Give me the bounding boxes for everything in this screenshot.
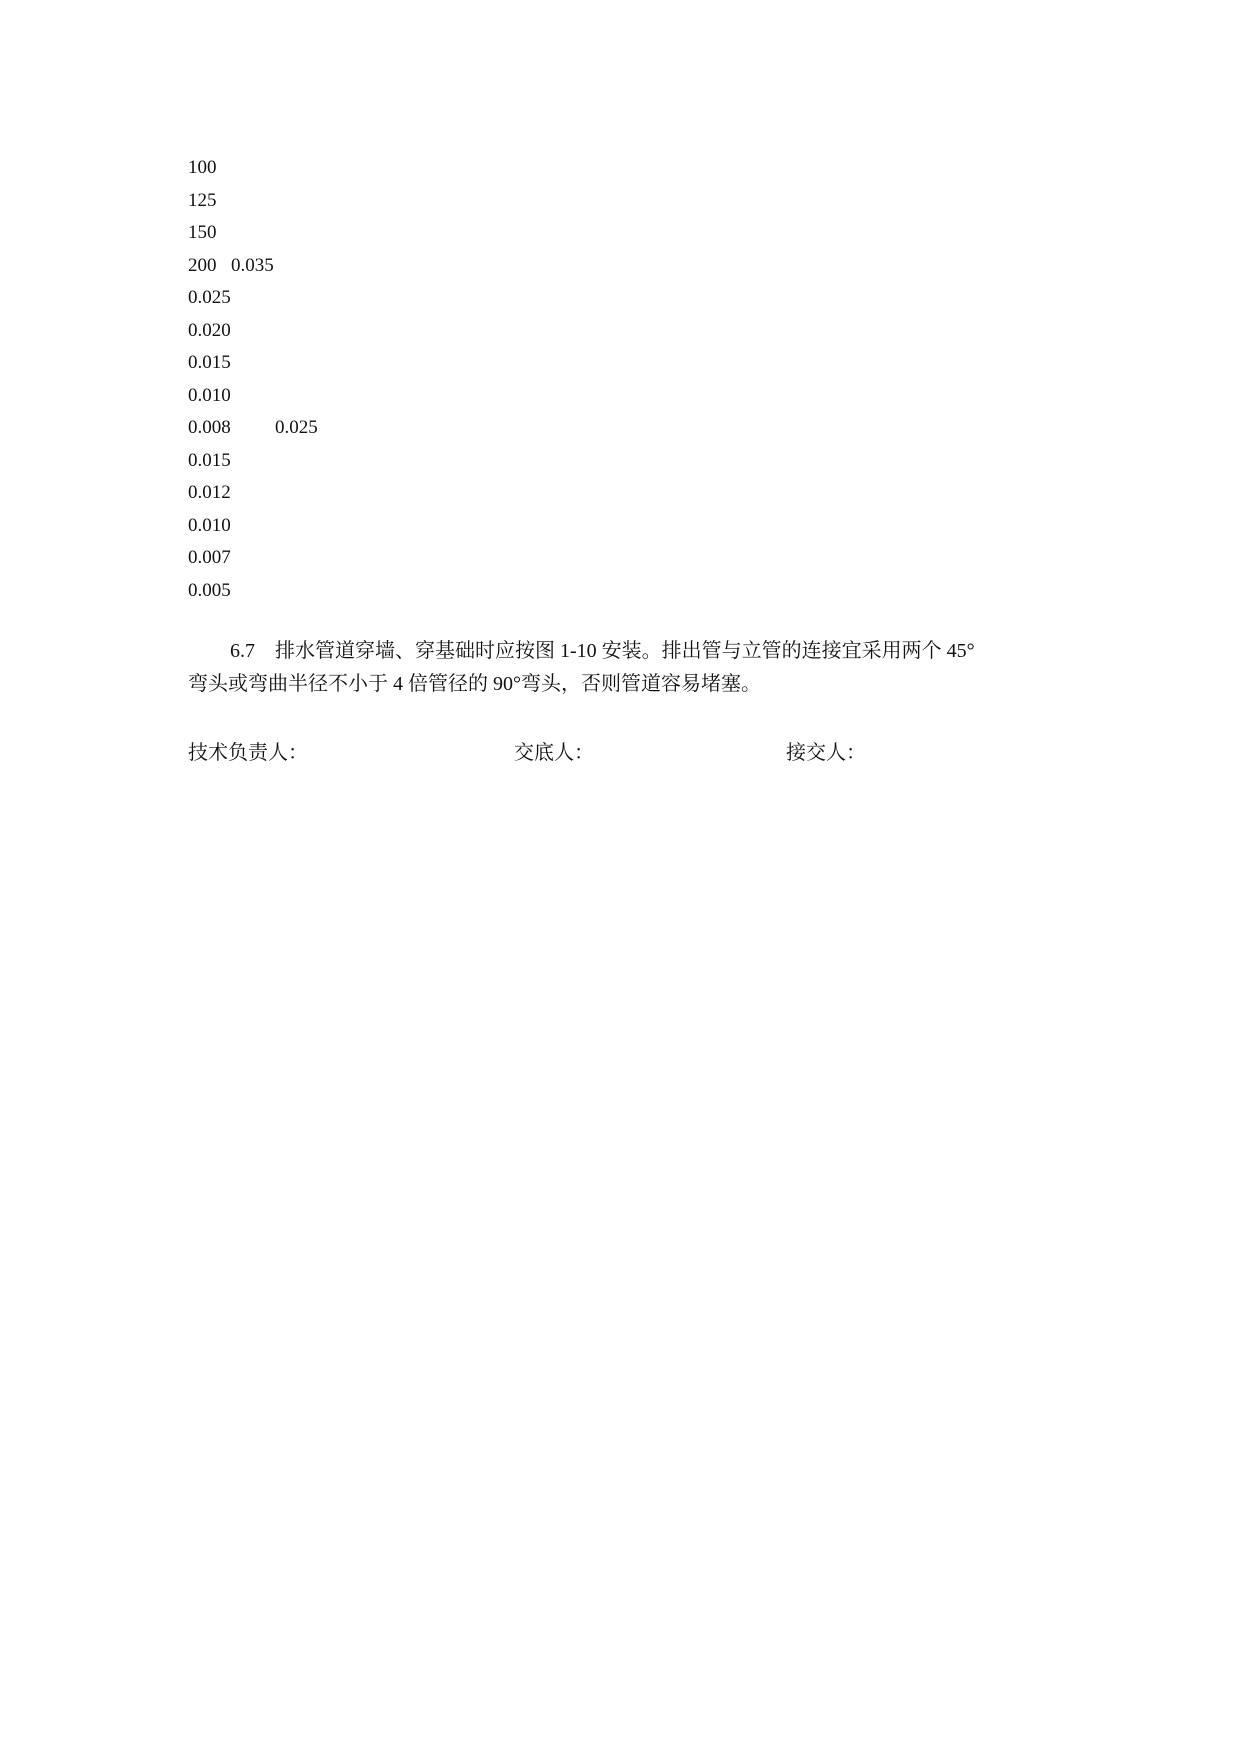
list-item [188, 445, 231, 478]
value-text: 0.015 [188, 352, 231, 373]
value-text: 0.010 [188, 514, 231, 536]
value-list [188, 152, 318, 607]
signature-row [188, 736, 1088, 770]
value-text: 0.010 [188, 384, 231, 406]
list-item [188, 477, 231, 510]
value-text: 0.005 [188, 579, 231, 601]
list-item [188, 380, 231, 413]
value-text: 200 [188, 254, 217, 276]
list-item [188, 152, 231, 185]
value-text: 0.008 [188, 417, 231, 438]
paragraph-line: 弯头或弯曲半径不小于 4 倍管径的 90°弯头，否则管道容易堵塞。 [188, 673, 761, 695]
value-text-second: 0.035 [231, 254, 274, 276]
value-text-second: 0.025 [275, 417, 318, 438]
paragraph-line: 6.7 排水管道穿墙、穿基础时应按图 1-10 安装。排出管与立管的连接宜采用两个 45° [230, 640, 975, 662]
presenter-label: 交底人： [514, 742, 594, 764]
value-text: 150 [188, 222, 217, 243]
value-text: 0.025 [188, 287, 231, 308]
list-item [188, 347, 231, 380]
receiver-label: 接交人： [786, 742, 866, 764]
list-item [188, 575, 231, 608]
value-text: 0.007 [188, 547, 231, 568]
body-paragraph [188, 635, 1068, 701]
list-item [188, 315, 231, 348]
value-text: 125 [188, 189, 217, 211]
list-item [188, 510, 231, 543]
value-text: 0.012 [188, 482, 231, 503]
value-text: 0.020 [188, 319, 231, 341]
list-item [188, 282, 231, 315]
technical-lead-label: 技术负责人： [188, 742, 308, 764]
list-item [188, 412, 318, 445]
list-item [188, 185, 231, 218]
list-item [188, 217, 231, 250]
value-text: 100 [188, 157, 217, 178]
value-text: 0.015 [188, 449, 231, 471]
list-item [188, 542, 231, 575]
list-item [188, 250, 274, 283]
